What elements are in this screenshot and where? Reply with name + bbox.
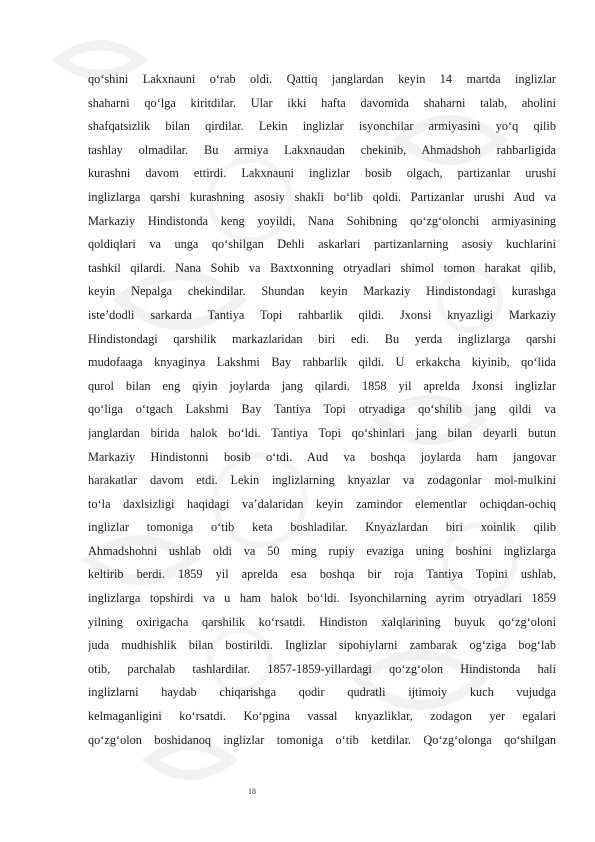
text-line: qurol bilan eng qiyin joylarda jang qilardi. 1858 yil aprelda Jxonsi inglizlar [88, 378, 556, 393]
text-line: qo‘shini Lakxnauni o‘rab oldi. Qattiq janglardan keyin 14 martda inglizlar [88, 72, 556, 86]
text-line: Markaziy Hindistonni bosib o‘tdi. Aud va boshqa joylarda ham jangovar [88, 449, 556, 464]
text-line: harakatlar davom etdi. Lekin inglizlarning knyazlar va zodagonlar mol-mulkini [88, 473, 556, 488]
text-line: Hindistondagi qarshilik markazlaridan biri edi. Bu yerda inglizlarga qarshi [88, 331, 556, 346]
text-line: juda mudhishlik bilan bostirildi. Inglizlar sipohiylarni zambarak og‘ziga bog‘lab [88, 638, 556, 653]
text-line: tashkil qilardi. Nana Sohib va Baxtxonning otryadlari shimol tomon harakat qilib, [88, 260, 556, 275]
text-line: inglizlarni haydab chiqarishga qodir qudratli ijtimoiy kuch vujudga [88, 685, 556, 700]
text-line: tashlay olmadilar. Bu armiya Lakxnaudan chekinib, Ahmadshoh rahbarligida [88, 142, 556, 157]
text-line: shafqatsizlik bilan qirdilar. Lekin inglizlar isyonchilar armiyasini yo‘q qilib [88, 119, 556, 134]
text-line: iste’dodli sarkarda Tantiya Topi rahbarlik qildi. Jxonsi knyazligi Markaziy [88, 307, 556, 322]
body-text [88, 68, 556, 752]
text-line: janglardan birida halok bo‘ldi. Tantiya Topi qo‘shinlari jang bilan deyarli butun [88, 425, 556, 440]
text-line: qo‘zg‘olon boshidanoq inglizlar tomoniga o‘tib ketdilar. Qo‘zg‘olonga qo‘shilgan [88, 732, 556, 747]
text-line: inglizlar tomoniga o‘tib keta boshladilar. Knyazlardan biri xoinlik qilib [88, 520, 556, 535]
text-line: qoldiqlari va unga qo‘shilgan Dehli askarlari partizanlarning asosiy kuchlarini [88, 237, 556, 252]
text-line: shaharni qo‘lga kiritdilar. Ular ikki hafta davomida shaharni talab, aholini [88, 95, 556, 110]
text-line: inglizlarga qarshi kurashning asosiy shakli bo‘lib qoldi. Partizanlar urushi Aud va [88, 189, 556, 204]
text-line: yilning oxirigacha qarshilik ko‘rsatdi. Hindiston xalqlarining buyuk qo‘zg‘oloni [88, 614, 556, 629]
page-number: 18 [248, 787, 256, 796]
text-line: to‘la daxlsizligi haqidagi va’dalaridan keyin zamindor elementlar ochiqdan-ochiq [88, 496, 556, 511]
text-line: otib, parchalab tashlardilar. 1857-1859-yillardagi qo‘zg‘olon Hindistonda hali [88, 661, 556, 676]
text-line: mudofaaga knyaginya Lakshmi Bay rahbarlik qildi. U erkakcha kiyinib, qo‘lida [88, 355, 556, 370]
text-line: kelmaganligini ko‘rsatdi. Ko‘pgina vassal knyazliklar, zodagon yer egalari [88, 709, 556, 724]
text-line: qo‘liga o‘tgach Lakshmi Bay Tantiya Topi otryadiga qo‘shilib jang qildi va [88, 402, 556, 417]
text-line: inglizlarga topshirdi va u ham halok bo‘ldi. Isyonchilarning ayrim otryadlari 1859 [88, 591, 556, 606]
text-line: keyin Nepalga chekindilar. Shundan keyin Markaziy Hindistondagi kurashga [88, 284, 556, 299]
text-line: keltirib berdi. 1859 yil aprelda esa boshqa bir roja Tantiya Topini ushlab, [88, 567, 556, 582]
text-line: Ahmadshohni ushlab oldi va 50 ming rupiy evaziga uning boshini inglizlarga [88, 543, 556, 558]
text-line: Markaziy Hindistonda keng yoyildi, Nana Sohibning qo‘zg‘olonchi armiyasining [88, 213, 556, 228]
text-line: kurashni davom ettirdi. Lakxnauni inglizlar bosib olgach, partizanlar urushi [88, 166, 556, 181]
